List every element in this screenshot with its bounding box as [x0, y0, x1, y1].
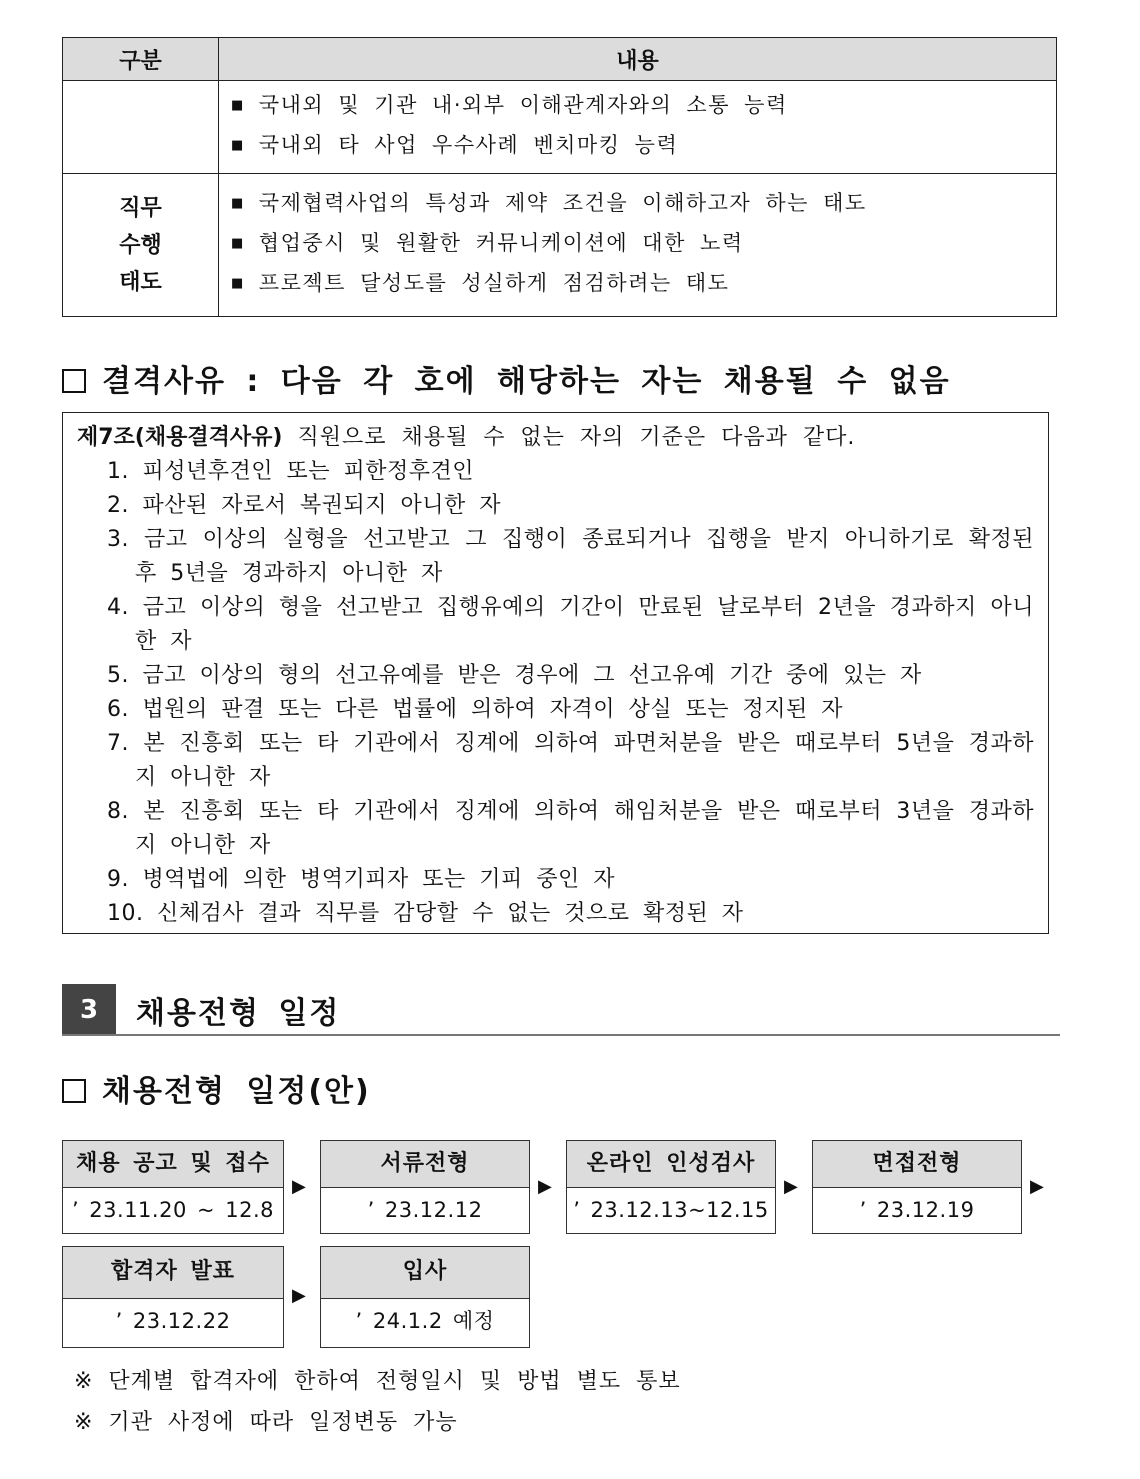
- schedule-step-results: [62, 1246, 284, 1348]
- schedule-heading-text: 채용전형 일정(안): [102, 1074, 371, 1109]
- list-item: 3. 금고 이상의 실형을 선고받고 그 집행이 종료되거나 집행을 받지 아니하기로 확정된 후 5년을 경과하지 아니한 자: [107, 527, 1034, 586]
- disqualification-heading-text: 결격사유 : 다음 각 호에 해당하는 자는 채용될 수 없음: [102, 364, 951, 399]
- list-item: 7. 본 진흥회 또는 타 기관에서 징계에 의하여 파면처분을 받은 때로부터 5년을 경과하지 아니한 자: [107, 731, 1034, 790]
- bullet-list: [231, 185, 1056, 305]
- checkbox-square-icon: [62, 1079, 86, 1103]
- list-item: ■ 국제협력사업의 특성과 제약 조건을 이해하고자 하는 태도: [231, 185, 1056, 225]
- step-label: 온라인 인성검사: [567, 1141, 775, 1188]
- step-label: 합격자 발표: [63, 1247, 283, 1299]
- list-item: ■ 프로젝트 달성도를 성실하게 점검하려는 태도: [231, 265, 1056, 305]
- list-item: 9. 병역법에 의한 병역기피자 또는 기피 중인 자: [107, 867, 615, 892]
- disqualification-heading: [62, 356, 951, 400]
- section-number-badge: 3: [62, 984, 116, 1034]
- row-content: [219, 174, 1057, 317]
- list-item: ■ 국내외 및 기관 내·외부 이해관계자와의 소통 능력: [231, 87, 1056, 127]
- article-intro-text: 직원으로 채용될 수 없는 자의 기준은 다음과 같다.: [297, 425, 856, 450]
- schedule-step-personality-test: [566, 1140, 776, 1234]
- disqualification-list: [77, 455, 1034, 931]
- note-2: ※ 기관 사정에 따라 일정변동 가능: [74, 1410, 458, 1435]
- row-content: [219, 81, 1057, 174]
- row-category-empty: [63, 81, 219, 174]
- section-3-header: [62, 984, 1060, 1036]
- arrow-right-icon: ▶: [784, 1176, 798, 1197]
- row-category: [63, 174, 219, 317]
- schedule-step-onboarding: [320, 1246, 530, 1348]
- step-label: 서류전형: [321, 1141, 529, 1188]
- schedule-step-interview: [812, 1140, 1022, 1234]
- step-date: ’ 23.12.12: [367, 1198, 483, 1222]
- schedule-heading: [62, 1066, 371, 1110]
- table-header-row: [63, 38, 1057, 81]
- list-item: 6. 법원의 판결 또는 다른 법률에 의하여 자격이 상실 또는 정지된 자: [107, 697, 843, 722]
- list-item: 5. 금고 이상의 형의 선고유예를 받은 경우에 그 선고유예 기간 중에 있는 자: [107, 663, 922, 688]
- header-content: 내용: [219, 38, 1057, 81]
- header-category: 구분: [63, 38, 219, 81]
- category-line: 수행: [119, 232, 162, 258]
- step-date: ’ 24.1.2 예정: [355, 1309, 495, 1333]
- note-1: ※ 단계별 합격자에 한하여 전형일시 및 방법 별도 통보: [74, 1369, 681, 1394]
- arrow-right-icon: ▶: [1030, 1176, 1044, 1197]
- list-item: 10. 신체검사 결과 직무를 감당할 수 없는 것으로 확정된 자: [107, 901, 744, 926]
- list-item: 2. 파산된 자로서 복권되지 아니한 자: [107, 493, 501, 518]
- table-row: [63, 81, 1057, 174]
- schedule-step-announcement: [62, 1140, 284, 1234]
- step-label: 입사: [321, 1247, 529, 1299]
- section-title: 채용전형 일정: [136, 996, 341, 1031]
- list-item: ■ 국내외 타 사업 우수사례 벤치마킹 능력: [231, 127, 1056, 167]
- arrow-right-icon: ▶: [292, 1176, 306, 1197]
- category-line: 직무: [119, 195, 162, 221]
- step-date: ’ 23.12.13~12.15: [573, 1198, 769, 1222]
- step-date: ’ 23.12.22: [115, 1309, 231, 1333]
- checkbox-square-icon: [62, 369, 86, 393]
- step-date: ’ 23.11.20 ~ 12.8: [71, 1198, 275, 1222]
- list-item: 8. 본 진흥회 또는 타 기관에서 징계에 의하여 해임처분을 받은 때로부터 3년을 경과하지 아니한 자: [107, 799, 1034, 858]
- arrow-right-icon: ▶: [538, 1176, 552, 1197]
- arrow-right-icon: ▶: [292, 1285, 306, 1306]
- disqualification-box: [62, 412, 1049, 934]
- list-item: 4. 금고 이상의 형을 선고받고 집행유예의 기간이 만료된 날로부터 2년을 경과하지 아니한 자: [107, 595, 1034, 654]
- step-label: 면접전형: [813, 1141, 1021, 1188]
- category-line: 태도: [119, 269, 162, 295]
- article-intro: [77, 421, 1034, 455]
- schedule-step-document: [320, 1140, 530, 1234]
- step-date: ’ 23.12.19: [859, 1198, 975, 1222]
- article-title: 제7조(채용결격사유): [77, 425, 283, 450]
- bullet-list: [231, 87, 1056, 167]
- table-row: [63, 174, 1057, 317]
- competency-table: [62, 37, 1057, 317]
- list-item: ■ 협업중시 및 원활한 커뮤니케이션에 대한 노력: [231, 225, 1056, 265]
- list-item: 1. 피성년후견인 또는 피한정후견인: [107, 459, 474, 484]
- step-label: 채용 공고 및 접수: [63, 1141, 283, 1188]
